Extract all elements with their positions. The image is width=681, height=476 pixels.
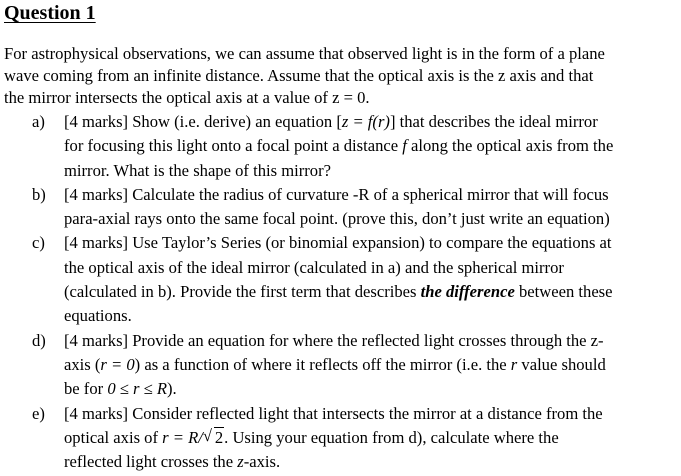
part-line: mirror. What is the shape of this mirror?	[64, 160, 331, 180]
question-parts-list	[0, 110, 681, 474]
question-intro	[4, 43, 676, 109]
math-expression: z = f(r)	[341, 112, 390, 131]
part-line: para-axial rays onto the same focal point. (prove this, don’t just write an equation)	[64, 209, 610, 229]
math-expression: z	[237, 452, 244, 472]
part-line: [4 marks] Provide an equation for where the reflected light crosses through the z-	[64, 330, 604, 350]
part-label: a)	[32, 112, 45, 131]
part-line: [4 marks] Calculate the radius of curvature -R of a spherical mirror that will focus	[64, 184, 609, 204]
part-line: reflected light crosses the z-axis.	[64, 452, 281, 472]
math-expression: r = 0	[100, 354, 135, 374]
part-line: for focusing this light onto a focal point a distance f along the optical axis from the	[64, 136, 614, 156]
intro-line: the mirror intersects the optical axis at a value of z = 0.	[4, 88, 370, 107]
part-line: the optical axis of the ideal mirror (calculated in a) and the spherical mirror	[64, 257, 564, 277]
part-label: c)	[32, 233, 45, 253]
math-expression: 0 ≤ r ≤ R	[107, 379, 168, 399]
radicand: 2	[214, 427, 224, 447]
intro-line: wave coming from an infinite distance. Assume that the optical axis is the z axis and that	[4, 66, 594, 85]
part-line: (calculated in b). Provide the first term that describes the difference between these	[64, 282, 613, 302]
square-root	[203, 426, 224, 450]
part-line: [4 marks] Use Taylor’s Series (or binomial expansion) to compare the equations at	[64, 233, 612, 253]
part-a	[0, 110, 677, 183]
part-d	[0, 329, 677, 402]
part-line: axis (r = 0) as a function of where it reflects off the mirror (i.e. the r value should	[64, 354, 606, 374]
intro-line: For astrophysical observations, we can assume that observed light is in the form of a plane	[4, 44, 605, 63]
math-expression: f	[402, 136, 407, 156]
question-title: Question 1	[4, 2, 96, 24]
part-label: b)	[32, 184, 46, 204]
part-label: e)	[32, 403, 45, 423]
emphasis-text: the difference	[420, 282, 515, 302]
part-line: equations.	[64, 306, 132, 326]
math-expression: r = R/	[162, 427, 203, 447]
radical-sign: √	[202, 425, 212, 445]
part-e	[0, 402, 677, 475]
part-line: [4 marks] Show (i.e. derive) an equation [z = f(r)] that describes the ideal mirror	[64, 112, 598, 131]
part-b	[0, 183, 677, 232]
part-label: d)	[32, 330, 46, 350]
part-c	[0, 231, 677, 328]
math-expression: r	[510, 354, 518, 374]
part-line: be for 0 ≤ r ≤ R).	[64, 379, 177, 399]
part-line: optical axis of r = R/ √ 2. Using your equation from d), calculate where the	[64, 426, 677, 450]
part-line: [4 marks] Consider reflected light that intersects the mirror at a distance from the	[64, 403, 603, 423]
